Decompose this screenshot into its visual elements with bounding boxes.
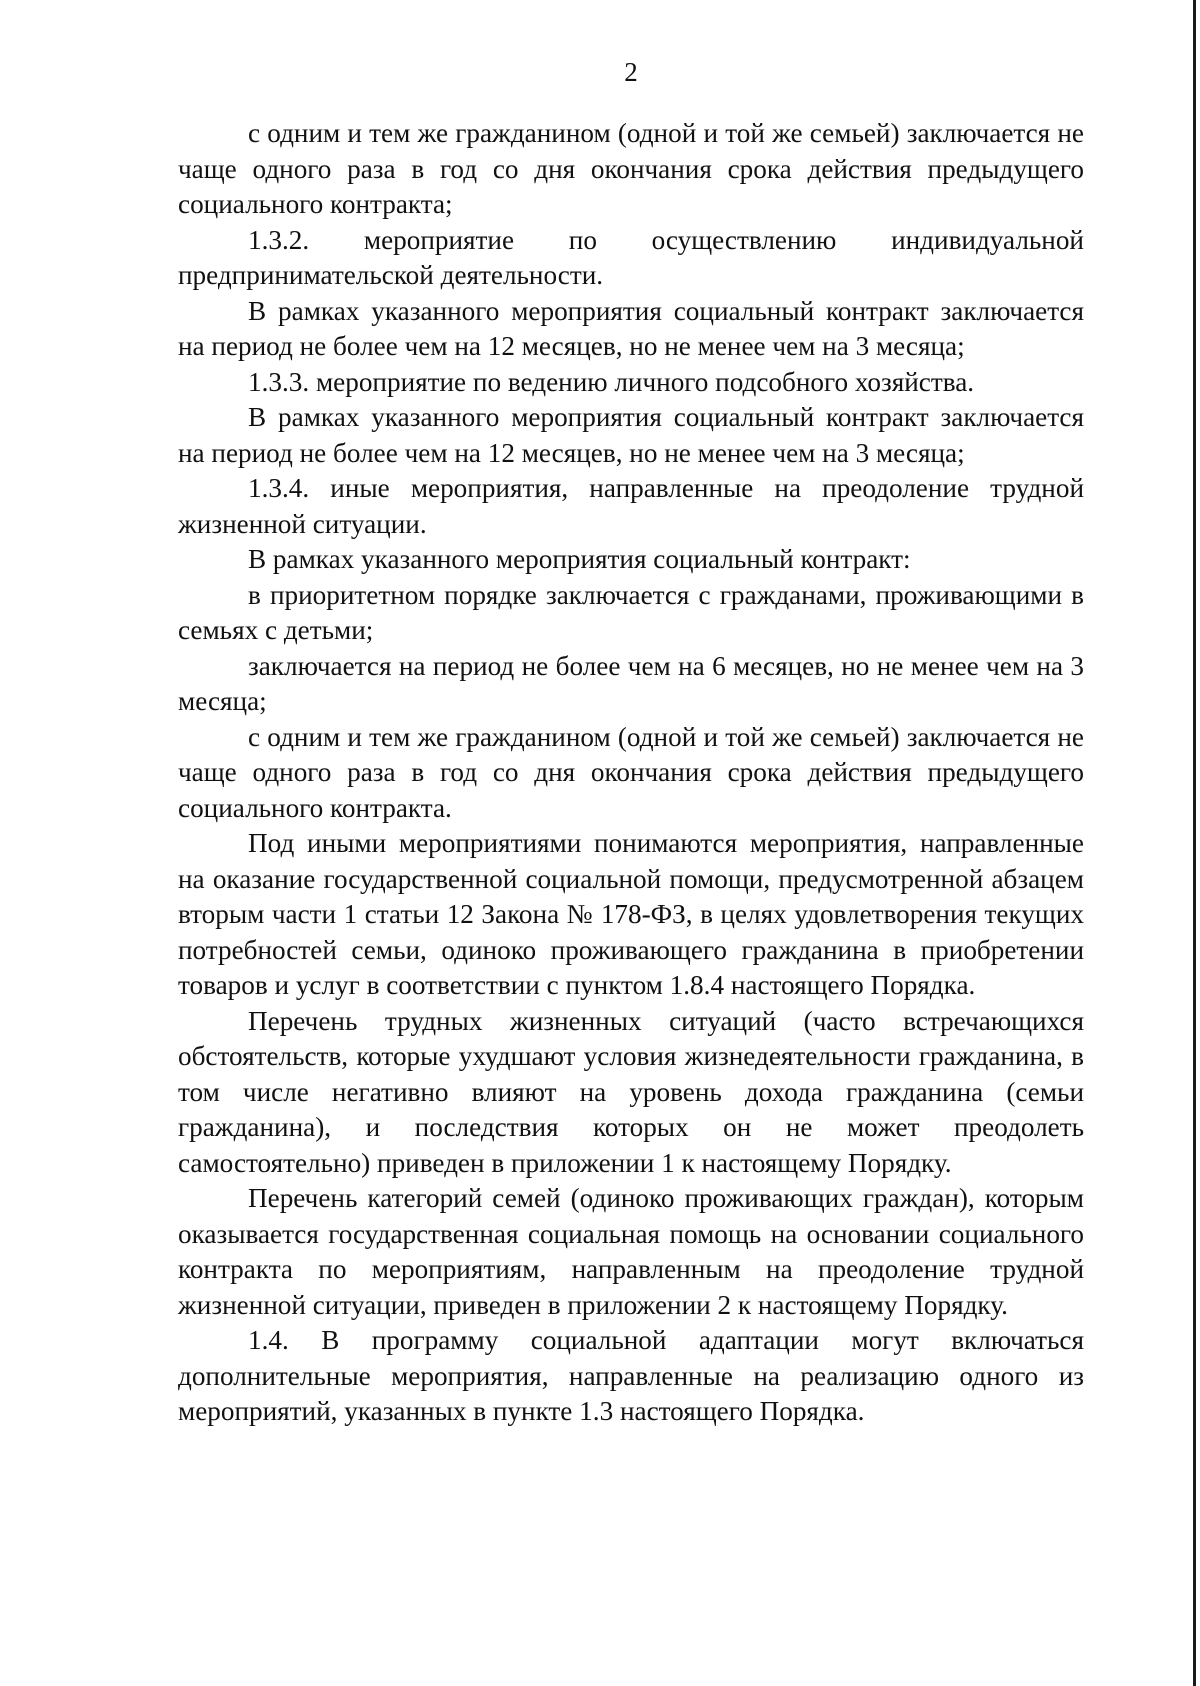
paragraph: 1.4. В программу социальной адаптации могут включаться дополнительные мероприятия, направленные на реализацию одного из мероприятий, указанных в пункте 1.3 настоящего Порядка. bbox=[178, 1325, 1084, 1426]
paragraph: в приоритетном порядке заключается с гражданами, проживающими в семьях с детьми; bbox=[178, 579, 1084, 645]
paragraph: с одним и тем же гражданином (одной и той же семьей) заключается не чаще одного раза в год со дня окончания срока действия предыдущего социального контракта; bbox=[178, 118, 1084, 219]
paragraph: В рамках указанного мероприятия социальный контракт: bbox=[248, 544, 911, 574]
paragraph: В рамках указанного мероприятия социальный контракт заключается на период не более чем на 12 месяцев, но не менее чем на 3 месяца; bbox=[178, 402, 1084, 468]
paragraph: В рамках указанного мероприятия социальный контракт заключается на период не более чем на 12 месяцев, но не менее чем на 3 месяца; bbox=[178, 295, 1084, 361]
paragraph: 1.3.4. иные мероприятия, направленные на преодоление трудной жизненной ситуации. bbox=[178, 473, 1084, 539]
page-edge-line bbox=[1193, 0, 1196, 1686]
paragraph: Перечень трудных жизненных ситуаций (часто встречающихся обстоятельств, которые ухудшают условия жизнедеятельности гражданина, в том числе негативно влияют на уровень дохода гражданина (семьи гражданина), и последствия которых он не может преодолеть самостоятельно) приведен в приложении 1 к настоящему Порядку. bbox=[178, 1005, 1084, 1178]
paragraph: Перечень категорий семей (одиноко проживающих граждан), которым оказывается государственная социальная помощь на основании социального контракта по мероприятиям, направленным на преодоление трудной жизненной ситуации, приведен в приложении 2 к настоящему Порядку. bbox=[178, 1183, 1084, 1320]
document-body bbox=[178, 116, 1084, 1430]
page-number: 2 bbox=[624, 57, 638, 87]
paragraph: с одним и тем же гражданином (одной и той же семьей) заключается не чаще одного раза в год со дня окончания срока действия предыдущего социального контракта. bbox=[178, 721, 1084, 823]
paragraph: 1.3.2. мероприятие по осуществлению индивидуальной предпринимательской деятельности. bbox=[178, 224, 1084, 290]
paragraph: заключается на период не более чем на 6 месяцев, но не менее чем на 3 месяца; bbox=[178, 650, 1084, 716]
paragraph: 1.3.3. мероприятие по ведению личного подсобного хозяйства. bbox=[248, 366, 975, 397]
paragraph: Под иными мероприятиями понимаются мероприятия, направленные на оказание государственной социальной помощи, предусмотренной абзацем вторым части 1 статьи 12 Закона № 178-ФЗ, в целях удовлетворения текущих потребностей семьи, одиноко проживающего гражданина в приобретении товаров и услуг в соответствии с пунктом 1.8.4 настоящего Порядка. bbox=[178, 828, 1084, 1000]
